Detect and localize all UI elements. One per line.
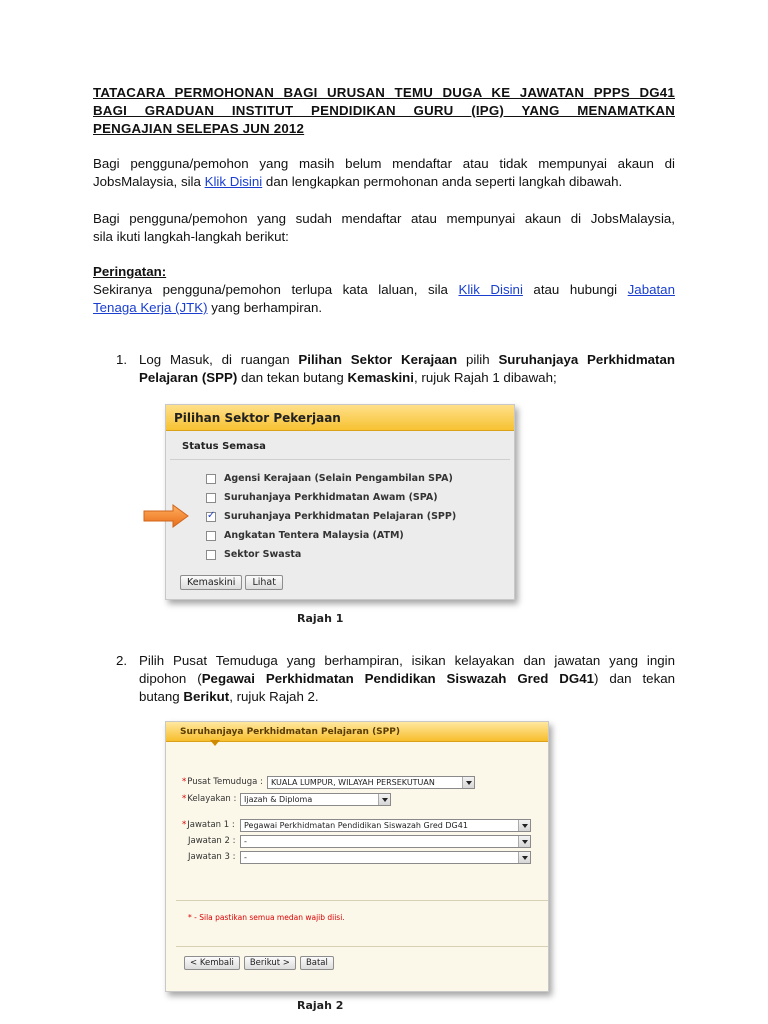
pusat-temuduga-row <box>182 775 263 789</box>
checkbox[interactable] <box>206 531 216 541</box>
jawatan3-select[interactable] <box>240 851 531 864</box>
checkbox[interactable] <box>206 550 216 560</box>
kemaskini-button[interactable]: Kemaskini <box>180 575 242 590</box>
warning-heading: Peringatan: <box>93 264 167 279</box>
step-2-text <box>139 652 675 706</box>
caret-down-icon <box>210 740 220 746</box>
chevron-down-icon[interactable] <box>462 777 474 788</box>
divider <box>170 459 510 460</box>
figure-1-sector-selection <box>165 404 515 600</box>
chevron-down-icon[interactable] <box>518 836 530 847</box>
jawatan3-value: - <box>244 853 247 862</box>
batal-button[interactable]: Batal <box>300 956 334 970</box>
step-1-number: 1. <box>116 352 128 367</box>
spp-panel-header <box>166 722 548 742</box>
pusat-temuduga-select[interactable] <box>267 776 475 789</box>
chevron-down-icon[interactable] <box>378 794 390 805</box>
step-1-text <box>139 351 675 387</box>
figure-2-spp-form <box>165 721 549 992</box>
option-label: Suruhanjaya Perkhidmatan Pelajaran (SPP) <box>224 511 457 522</box>
document-title <box>93 84 675 138</box>
step1-bold-sector: Pilihan Sektor Kerajaan <box>298 352 458 367</box>
jawatan1-row <box>182 818 235 832</box>
para1-line-2 <box>93 173 675 191</box>
step1-line-2 <box>139 369 675 387</box>
step1-text-c: pilih <box>457 352 499 367</box>
step1-bold-spp-2: Pelajaran (SPP) <box>139 370 238 385</box>
spp-header-text: Suruhanjaya Perkhidmatan Pelajaran (SPP) <box>180 727 400 737</box>
warning-line-2 <box>93 299 675 317</box>
chevron-down-icon[interactable] <box>518 820 530 831</box>
step1-bold-spp: Suruhanjaya Perkhidmatan <box>498 352 675 367</box>
step2-bold-berikut: Berikut <box>183 689 230 704</box>
para1-text-end: dan lengkapkan permohonan anda seperti langkah dibawah. <box>262 174 623 189</box>
warning-section <box>93 263 675 317</box>
jawatan1-select[interactable] <box>240 819 531 832</box>
kelayakan-row <box>182 792 236 806</box>
checkbox[interactable] <box>206 493 216 503</box>
step1-line-1 <box>139 351 675 369</box>
step1-text-a: Log Masuk, di ruangan <box>139 352 299 367</box>
divider <box>176 946 548 947</box>
option-spp[interactable] <box>166 507 514 526</box>
title-line-1: TATACARA PERMOHONAN BAGI URUSAN TEMU DUGA KE JAWATAN PPPS DG41 <box>93 85 675 100</box>
option-atm[interactable] <box>166 526 514 545</box>
warning-text: Sekiranya pengguna/pemohon terlupa kata laluan, sila <box>93 282 459 297</box>
register-link[interactable]: Klik Disini <box>204 174 263 189</box>
kelayakan-value: Ijazah & Diploma <box>244 795 313 804</box>
para1-text: JobsMalaysia, sila <box>93 174 205 189</box>
figure1-buttons <box>180 575 283 590</box>
option-label: Sektor Swasta <box>224 549 302 560</box>
option-label: Suruhanjaya Perkhidmatan Awam (SPA) <box>224 492 438 503</box>
jtk-link-part2[interactable]: Tenaga Kerja (JTK) <box>93 300 208 315</box>
figure-2-caption: Rajah 2 <box>297 999 344 1012</box>
step2-bold-post: Pegawai Perkhidmatan Pendidikan Siswazah Gred DG41 <box>201 671 595 686</box>
option-label: Angkatan Tentera Malaysia (ATM) <box>224 530 404 541</box>
option-spa[interactable] <box>166 488 514 507</box>
step2-text-c: ) dan tekan <box>594 671 676 686</box>
para1-line-1: Bagi pengguna/pemohon yang masih belum mendaftar atau tidak mempunyai akaun di <box>93 156 675 171</box>
option-label: Agensi Kerajaan (Selain Pengambilan SPA) <box>224 473 453 484</box>
intro-paragraph-new-users <box>93 155 675 191</box>
step1-bold-kemaskini: Kemaskini <box>347 370 414 385</box>
jawatan2-value: - <box>244 837 247 846</box>
checkbox[interactable] <box>206 474 216 484</box>
title-line-3: PENGAJIAN SELEPAS JUN 2012 <box>93 121 305 136</box>
title-line-2: BAGI GRADUAN INSTITUT PENDIDIKAN GURU (IPG) YANG MENAMATKAN <box>93 103 675 118</box>
jawatan2-select[interactable] <box>240 835 531 848</box>
required-marker: * <box>182 777 187 787</box>
jawatan2-label: Jawatan 2 : <box>188 836 236 846</box>
pusat-label: Pusat Temuduga : <box>187 777 263 787</box>
divider <box>176 900 548 901</box>
forgot-password-link[interactable]: Klik Disini <box>458 282 523 297</box>
jtk-link-part1[interactable]: Jabatan <box>627 282 675 297</box>
figure-1-caption: Rajah 1 <box>297 612 344 625</box>
kelayakan-label: Kelayakan : <box>187 794 237 804</box>
step1-text-d: , rujuk Rajah 1 dibawah; <box>414 370 557 385</box>
chevron-down-icon[interactable] <box>518 852 530 863</box>
para2-line-1: Bagi pengguna/pemohon yang sudah mendaftar atau mempunyai akaun di JobsMalaysia, <box>93 211 675 226</box>
kembali-button[interactable]: < Kembali <box>184 956 240 970</box>
para2-line-2: sila ikuti langkah-langkah berikut: <box>93 229 289 244</box>
status-label: Status Semasa <box>182 441 266 452</box>
step2-line-3 <box>139 688 675 706</box>
highlight-arrow-icon <box>143 504 189 528</box>
sector-panel-header: Pilihan Sektor Pekerjaan <box>166 405 514 431</box>
step2-text-a: dipohon ( <box>139 671 202 686</box>
step-2-number: 2. <box>116 653 128 668</box>
jawatan3-label: Jawatan 3 : <box>188 852 236 862</box>
jawatan1-value: Pegawai Perkhidmatan Pendidikan Siswazah Gred DG41 <box>244 821 468 830</box>
option-swasta[interactable] <box>166 545 514 564</box>
warning-line-1 <box>93 281 675 299</box>
required-note: * - Sila pastikan semua medan wajib diisi. <box>188 913 345 922</box>
pusat-value: KUALA LUMPUR, WILAYAH PERSEKUTUAN <box>271 778 435 787</box>
step2-text-l3a: butang <box>139 689 184 704</box>
intro-paragraph-existing-users <box>93 210 675 246</box>
step2-line-2 <box>139 670 675 688</box>
figure2-buttons <box>184 956 334 970</box>
jawatan1-label: Jawatan 1 : <box>187 820 235 830</box>
jawatan3-row <box>188 850 235 864</box>
required-marker: * <box>182 794 187 804</box>
warning-text-mid: atau hubungi <box>522 282 628 297</box>
warning-text-end: yang berhampiran. <box>207 300 323 315</box>
kelayakan-select[interactable] <box>240 793 391 806</box>
step1-text-b: dan tekan butang <box>237 370 348 385</box>
step2-text-l3c: , rujuk Rajah 2. <box>229 689 319 704</box>
step2-line-1: Pilih Pusat Temuduga yang berhampiran, isikan kelayakan dan jawatan yang ingin <box>139 653 675 668</box>
option-agensi-kerajaan[interactable] <box>166 469 514 488</box>
checkbox-checked[interactable] <box>206 512 216 522</box>
required-marker: * <box>182 820 187 830</box>
berikut-button[interactable]: Berikut > <box>244 956 296 970</box>
lihat-button[interactable]: Lihat <box>245 575 283 590</box>
jawatan2-row <box>188 834 235 848</box>
